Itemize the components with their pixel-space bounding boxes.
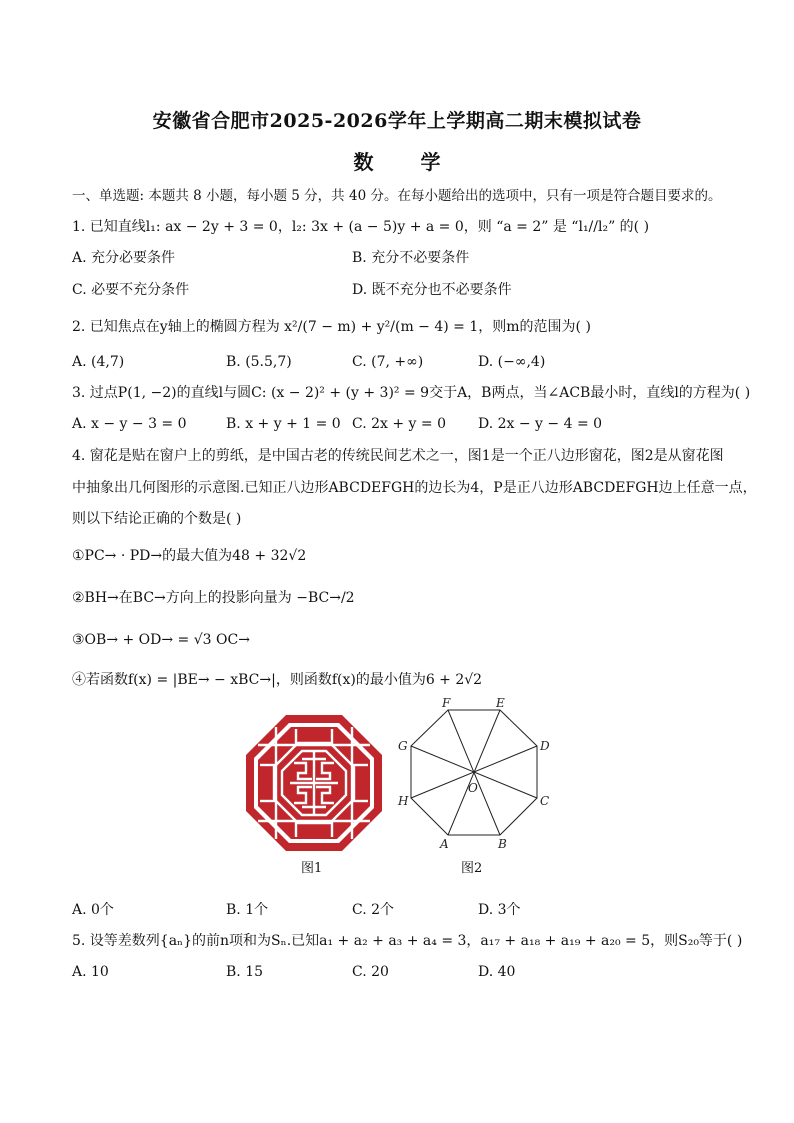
question-1-stem: 1. 已知直线l₁: ax − 2y + 3 = 0，l₂: 3x + (a − 5)y + a = 0，则 “a = 2” 是 “l₁//l₂” 的( ) [72,219,650,235]
q1-option-d[interactable]: D. 既不充分也不必要条件 [352,282,512,298]
vertex-label-b: B [498,837,507,851]
vertex-label-d: D [540,739,550,753]
q4-statement-2: ②BH→在BC→方向上的投影向量为 −BC→/2 [72,590,355,606]
q5-option-c[interactable]: C. 20 [352,964,389,980]
subject-title: 数 学 [353,150,441,174]
question-4-stem-line-1: 4. 窗花是贴在窗户上的剪纸，是中国古老的传统民间艺术之一，图1是一个正八边形窗花，图2是从窗花图 [72,448,724,464]
q4-option-d[interactable]: D. 3个 [478,902,521,918]
figure-2-caption: 图2 [461,861,483,876]
q1-option-b[interactable]: B. 充分不必要条件 [352,250,470,266]
q4-statement-4: ④若函数f(x) = |BE→ − xBC→|，则函数f(x)的最小值为6 + 2√2 [72,672,483,688]
vertex-label-c: C [540,794,550,808]
q1-option-c[interactable]: C. 必要不充分条件 [72,282,190,298]
q4-figures [240,693,570,883]
q3-option-a[interactable]: A. x − y − 3 = 0 [72,416,187,432]
vertex-label-e: E [496,696,505,710]
figure-1-caption: 图1 [301,861,323,876]
octagon-diagram-figure [390,693,560,853]
vertex-label-g: G [398,739,408,753]
section-heading: 一、单选题: 本题共 8 小题，每小题 5 分，共 40 分。在每小题给出的选项中，只有一项是符合题目要求的。 [72,188,722,204]
q1-option-a[interactable]: A. 充分必要条件 [72,250,176,266]
q2-option-a[interactable]: A. (4,7) [72,354,125,370]
q5-option-d[interactable]: D. 40 [478,964,516,980]
q5-option-a[interactable]: A. 10 [72,964,109,980]
q3-option-c[interactable]: C. 2x + y = 0 [352,416,446,432]
question-5-stem: 5. 设等差数列{aₙ}的前n项和为Sₙ.已知a₁ + a₂ + a₃ + a₄ = 3，a₁₇ + a₁₈ + a₁₉ + a₂₀ = 5，则S₂₀等于( ) [72,933,743,949]
vertex-label-f: F [442,696,451,710]
q4-statement-1: ①PC→ · PD→的最大值为48 + 32√2 [72,548,307,564]
question-3-stem: 3. 过点P(1, −2)的直线l与圆C: (x − 2)² + (y + 3)² = 9交于A，B两点，当∠ACB最小时，直线l的方程为( ) [72,385,751,401]
q4-option-c[interactable]: C. 2个 [352,902,395,918]
vertex-label-a: A [440,837,449,851]
q4-option-a[interactable]: A. 0个 [72,902,114,918]
question-2-stem: 2. 已知焦点在y轴上的椭圆方程为 x²/(7 − m) + y²/(m − 4) = 1，则m的范围为( ) [72,319,591,335]
vertex-label-h: H [398,794,409,808]
window-flower-figure [246,715,382,851]
q2-option-c[interactable]: C. (7, +∞) [352,354,424,370]
q3-option-b[interactable]: B. x + y + 1 = 0 [226,416,341,432]
vertex-label-o: O [468,781,478,795]
q5-option-b[interactable]: B. 15 [226,964,264,980]
question-4-stem-line-2: 中抽象出几何图形的示意图.已知正八边形ABCDEFGH的边长为4，P是正八边形ABCDEFGH边上任意一点， [72,480,757,496]
q4-option-b[interactable]: B. 1个 [226,902,269,918]
exam-title: 安徽省合肥市2025-2026学年上学期高二期末模拟试卷 [152,110,642,132]
q2-option-d[interactable]: D. (−∞,4) [478,354,546,370]
question-4-stem-line-3: 则以下结论正确的个数是( ) [72,511,242,527]
q4-statement-3: ③OB→ + OD→ = √3 OC→ [72,632,250,648]
q2-option-b[interactable]: B. (5.5,7) [226,354,292,370]
q3-option-d[interactable]: D. 2x − y − 4 = 0 [478,416,603,432]
